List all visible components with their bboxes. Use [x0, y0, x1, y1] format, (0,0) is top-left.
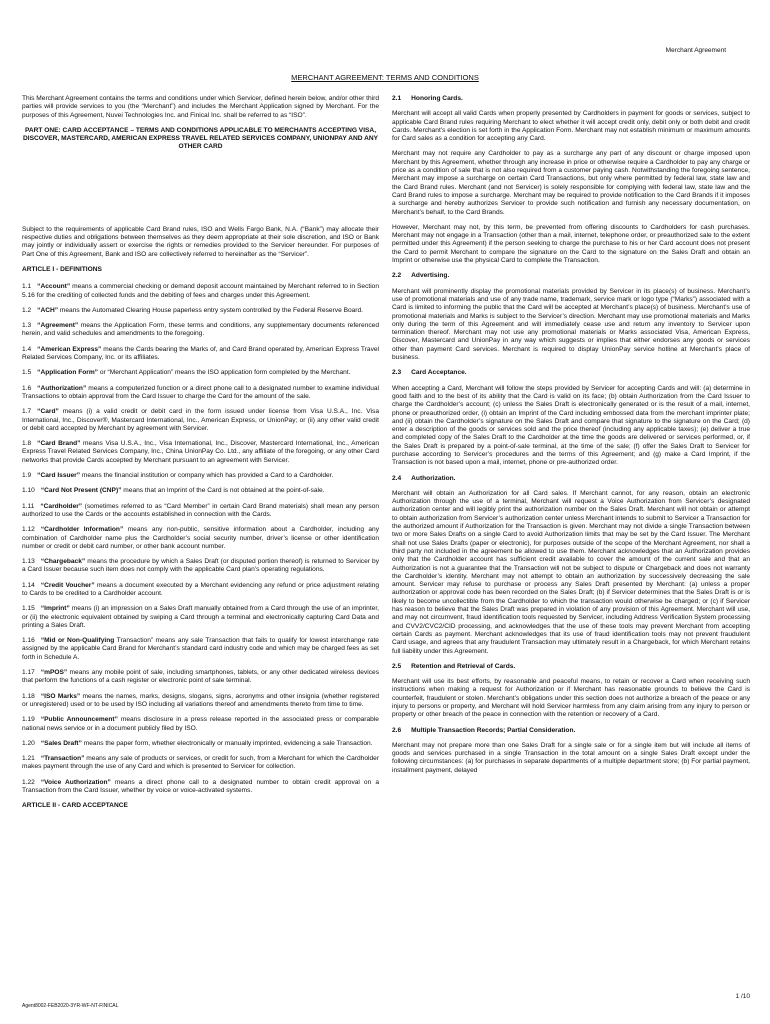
definition-number: 1.5	[22, 369, 32, 377]
definition-term: “Public Announcement”	[40, 716, 118, 724]
definition-item	[22, 526, 379, 551]
definition-item	[22, 307, 379, 315]
definition-item	[22, 369, 379, 377]
definition-text: means any sale of products or services, or credit for such, from a Merchant for which the Cardholder makes payment through the use of any Card and which is presented to Servicer for collection.	[22, 755, 379, 771]
definition-item	[22, 669, 379, 686]
definition-text: means a direct phone call to a designated number to obtain credit approval on a Transaction from the Card Issuer, whether by voice or voice-activated systems.	[22, 778, 379, 795]
definition-text: means the Automated Clearing House paperless entry system controlled by the Federal Reserve Board.	[58, 306, 363, 314]
definition-term: “Agreement”	[37, 322, 79, 330]
definitions-list	[22, 283, 379, 795]
definition-text: means disclosure in a press release reported in the associated press or comparable national news service or in a document publicly filed by ISO.	[22, 716, 379, 732]
page-number: 1 /10	[735, 993, 750, 1000]
section-paragraph: Merchant may not prepare more than one Sales Draft for a single sale or for a single item but will include all items of goods and services purchased in a single Transaction in the total amount on a single Sales Draft except under the following circumstances: (a) for purchases in separate departments of a multiple department store; (b) For partial payment, installment payment, delayed	[392, 741, 750, 774]
definition-number: 1.14	[22, 581, 35, 589]
definition-number: 1.4	[22, 345, 32, 353]
definition-number: 1.2	[22, 306, 32, 314]
definition-term: “Card”	[37, 408, 59, 416]
definition-text: means the procedure by which a Sales Draft (or disputed portion thereof) is returned to Servicer by a Card Issuer because such item does not comply with the applicable Card plan’s operating regulations.	[22, 558, 379, 574]
section-heading	[392, 727, 750, 735]
section-title: Card Acceptance.	[411, 369, 467, 377]
section-paragraph: Merchant will obtain an Authorization for all Card sales. If Merchant cannot, for any reason, obtain an electronic Authorization through the use of a terminal, Merchant will request a Voice Authorization from Servicer’s designated authorization center and will legibly print the authorization number on the Sales Draft. Merchant will not obtain or attempt to obtain authorization from Servicer’s authorization center unless Merchant intends to submit to Servicer a Transaction for the authorized amount if Authorization for the Transaction is given. Merchant may not divide a single Transaction between two or more Sales Drafts on a single Card to avoid Authorization limits that may be set by the Card Issuer. The Merchant shall not use Sales Drafts (paper or electronic), for purposes outside of the scope of the Merchant Agreement, nor shall a third party not included in the agreement be allowed to use them. Merchant acknowledges that an Authorization provides only that the Cardholder account has sufficient credit available to cover the amount of the current sale and that an Authorization is not a guarantee that the Transaction will not be subject to dispute or Chargeback and does not warranty the Cardholder’s identity. Merchant may not attempt to obtain an authorization by successively decreasing the sale amount. Servicer may refuse to purchase or process any Sales Draft presented by Merchant: (a) unless a proper authorization or approval code has been recorded on the Sales Draft; (b) if Servicer determines that the Sales Draft is or is likely to become uncollectible from the Cardholder to which the transaction would otherwise be charged; or (c) if Servicer has reason to believe that the Sales Draft was prepared in violation of any provision of this Agreement. Merchant will use, and may not circumvent, fraud identification tools requested by Servicer, including Address Verification System processing and CVV2/CVC2/CID processing, and acknowledges that the use of these tools may prevent Merchant from accepting certain Cards as payment. Merchant acknowledges that its use of fraud identification tools may not prevent fraudulent Card usage, and agrees that any fraudulent Transaction may ultimately result in a Chargeback, for which Merchant retains full liability under this Agreement.	[392, 489, 750, 655]
section-title: Authorization.	[411, 474, 456, 482]
definition-term: “ACH”	[37, 306, 59, 314]
article-1-heading: ARTICLE I - DEFINITIONS	[22, 265, 102, 273]
definition-text: means that an Imprint of the Card is not obtained at the point-of-sale.	[121, 487, 325, 495]
definition-item	[22, 779, 379, 796]
definition-term: “Mid or Non-Qualifying	[40, 637, 115, 645]
definition-number: 1.21	[22, 755, 35, 763]
definition-term: “Voice Authorization”	[40, 778, 111, 786]
definition-number: 1.1	[22, 283, 32, 291]
definition-item	[22, 408, 379, 433]
section-number: 2.3	[392, 369, 402, 377]
definition-text: (sometimes referred to as “Card Member” in certain Card Brand materials) shall mean any person authorized to use the Cards or the accounts established in connection with the Cards.	[22, 502, 379, 518]
definition-number: 1.11	[22, 502, 35, 510]
definition-term: “Chargeback”	[40, 558, 86, 566]
definition-item	[22, 740, 379, 748]
definition-item	[22, 346, 379, 363]
definition-text: means the names, marks, designs, slogans, signs, acronyms and other insignia (whether registered or unregistered) used or to be used by ISO including all variations thereof and amendments thereto from time to time.	[22, 692, 379, 708]
definition-text: means the Application Form, these terms and conditions, any supplementary documents referenced herein, and valid schedules and amendments to the foregoing.	[22, 322, 379, 338]
footer-code: Agent8002-FEB2020-3YR-WF-NT-FINICAL	[22, 1003, 119, 1009]
definition-term: “Transaction”	[40, 755, 85, 763]
definition-term: “Card Brand”	[37, 440, 81, 448]
section-title: Advertising.	[411, 272, 450, 280]
section-number: 2.5	[392, 662, 402, 670]
definition-item	[22, 322, 379, 339]
definition-term: “Account”	[37, 283, 71, 291]
definition-term: “Card Issuer”	[37, 472, 81, 480]
definition-item	[22, 605, 379, 630]
definition-number: 1.19	[22, 716, 35, 724]
section-paragraph: Merchant will use its best efforts, by reasonable and peaceful means, to retain or recover a Card when receiving such instructions when making a request for Authorization or if Merchant has reasonable grounds to believe the Card is counterfeit, fraudulent or stolen. Merchant’s obligations under this section does not authorize a breach of the peace or any injury to persons or property, and Merchant will hold Servicer harmless from any claim arising from any injury to person or property or other breach of the peace in connection with the retention or recovery of a Card.	[392, 678, 750, 719]
definition-item	[22, 558, 379, 575]
section-paragraph: Merchant will prominently display the promotional materials provided by Servicer in its place(s) of business. Merchant’s use of promotional materials and use of any trade name, trademark, service mark or logo type (“Marks”) associated with a Card is limited to informing the public that the Card will be accepted at Merchant’s place(s) of business. Merchant’s use of promotional materials and Marks is subject to the Servicer’s direction. Merchant may use promotional materials and Marks only during the term of this Agreement and will immediately cease use and return any inventory to Servicer upon termination thereof. Merchant may not use any promotional materials or Marks associated Visa, American Express, Discover, Mastercard and UnionPay in any way which suggests or implies that either endorses any goods or services other than payment Card services. Merchant is required to display UnionPay service hotline at Merchant’s place of business.	[392, 287, 750, 362]
section-heading	[392, 663, 750, 671]
definition-number: 1.20	[22, 739, 35, 747]
definition-item	[22, 283, 379, 300]
section-title: Multiple Transaction Records; Partial Consideration.	[411, 726, 576, 734]
definition-number: 1.9	[22, 472, 32, 480]
definition-item	[22, 487, 379, 495]
definition-item	[22, 472, 379, 480]
definition-item	[22, 755, 379, 772]
definition-text: means a computerized function or a direct phone call to a designated number to examine individual Transactions to obtain approval from the Card Issuer to charge the Card for the amount of the sale.	[22, 384, 379, 400]
definition-number: 1.8	[22, 440, 32, 448]
definition-number: 1.10	[22, 487, 35, 495]
definition-term: “Card Not Present (CNP)”	[40, 487, 122, 495]
definition-item	[22, 716, 379, 733]
definition-term: “Imprint”	[40, 605, 70, 613]
definition-number: 1.7	[22, 408, 32, 416]
sections-list	[392, 95, 750, 775]
definition-term: “Cardholder”	[40, 502, 83, 510]
right-column	[392, 95, 750, 782]
definition-text: means the paper form, whether electronically or manually imprinted, evidencing a sale Transaction.	[81, 739, 373, 747]
definition-item	[22, 503, 379, 520]
section-paragraph: However, Merchant may not, by this term, be prevented from offering discounts to Cardholders for cash purchases. Merchant may not engage in a Transaction (other than a mail, internet, telephone order, or preauthorized sale to the extent permitted under this Agreement) if the person seeking to charge the purchase to his or her Card account does not present the Card to permit Merchant to compare the signature on the Card to the signature on the Sales Draft and obtain an Imprint or otherwise use the physical Card to complete the Transaction.	[392, 223, 750, 265]
section-number: 2.2	[392, 272, 402, 280]
part-one-heading: PART ONE: CARD ACCEPTANCE – TERMS AND CONDITIONS APPLICABLE TO MERCHANTS ACCEPTING VISA, DISCOVER, MASTERCARD, AMERICAN EXPRESS TRAVEL RELATED SERVICES COMPANY, UNIONPAY AND ANY OTHER CARD	[22, 126, 378, 151]
section-title: Honoring Cards.	[411, 95, 463, 102]
section-heading	[392, 95, 750, 103]
definition-number: 1.16	[22, 637, 35, 645]
definition-term: “Sales Draft”	[40, 739, 82, 747]
definition-text: means a document executed by a Merchant evidencing any refund or price adjustment relating to Cards to be credited to a Cardholder account.	[22, 581, 379, 597]
definition-number: 1.6	[22, 384, 32, 392]
section-heading	[392, 369, 750, 377]
definition-text: or “Merchant Application” means the ISO application form completed by the Merchant.	[97, 369, 351, 377]
definition-text: Transaction” means any sale Transaction that fails to qualify for lowest interchange rate assigned by the applicable Card Brand for Merchant’s standard card industry code and which may be charged fees as set forth in Schedule A.	[22, 637, 379, 661]
definition-term: “ISO Marks”	[40, 692, 81, 700]
definition-term: “Authorization”	[37, 384, 87, 392]
definition-number: 1.17	[22, 669, 35, 677]
definition-text: means the Cards bearing the Marks of, and Card Brand operated by, American Express Travel Related Services Company, Inc. or its affiliates.	[22, 345, 380, 362]
section-number: 2.1	[392, 95, 402, 102]
definition-item	[22, 582, 379, 599]
section-paragraph: When accepting a Card, Merchant will follow the steps provided by Servicer for accepting Cards and will: (a) determine in good faith and to the best of its ability that the Card is valid on its face; (b) obtain Authorization from the Card Issuer to charge the Cardholder’s account; (c) unless the Sales Draft is electronically generated or is the result of a mail, internet, phone or preauthorized order, (i) obtain an Imprint of the Card including embossed data from the merchant imprinter plate; and (ii) obtain the Cardholder’s signature on the Sales Draft and compare that signature to the signature on the Card; (d) enter a description of the goods or services sold and the price thereof (including any applicable taxes); (e) deliver a true and completed copy of the Sales Draft to the Cardholder at the time the goods are delivered or services performed, or, if the Sales Draft is prepared by a point-of-sale terminal, at the time of the sale; (f) offer the Sales Draft to Servicer for purchase according to Servicer’s procedures and the terms of this Agreement; and (g) make a Card Imprint, if the Transaction is not based upon a mail, internet, phone or pre-authorized order.	[392, 384, 750, 467]
definition-number: 1.13	[22, 558, 35, 566]
definition-term: “Cardholder Information”	[40, 526, 124, 534]
definition-text: means (i) a valid credit or debit card in the form issued under license from Visa U.S.A., Inc. Visa International, Inc., Discover®, Mastercard International, Inc., American Express, or UnionPay; or (ii) any other valid credit or debit card accepted by Merchant by agreement with Servicer.	[22, 408, 379, 432]
definition-term: “Application Form”	[37, 369, 98, 377]
definition-term: “mPOS”	[40, 669, 68, 677]
definition-text: means a commercial checking or demand deposit account maintained by Merchant referred to in Section 5.16 for the crediting of collected funds and the debiting of fees and charges under this Agreement.	[22, 283, 379, 299]
section-title: Retention and Retrieval of Cards.	[411, 662, 516, 670]
definition-number: 1.3	[22, 322, 32, 330]
intro-paragraph: This Merchant Agreement contains the terms and conditions under which Servicer, defined herein below, and/or other third parties will provide services to you (the “Merchant”) and includes the Merchant Application signed by Merchant. For the purposes of this Agreement, Nuvei Technologies Inc. and Finical Inc. shall be referred to as “ISO”.	[22, 95, 379, 119]
section-number: 2.6	[392, 726, 402, 734]
left-column	[22, 95, 379, 820]
definition-number: 1.12	[22, 526, 35, 534]
definition-number: 1.22	[22, 778, 35, 786]
running-header: Merchant Agreement	[665, 47, 726, 54]
definition-term: “Credit Voucher”	[40, 581, 95, 589]
definition-text: means Visa U.S.A., Inc., Visa International, Inc., Discover, Mastercard International, Inc., American Express Travel Related Services Company, Inc., China UnionPay Co. Ltd., any affiliate of the foregoing, or any other Card networks that provide Cards accepted by Merchant pursuant to an agreement with Servicer.	[22, 440, 380, 464]
definition-number: 1.18	[22, 692, 35, 700]
document-title: MERCHANT AGREEMENT: TERMS AND CONDITIONS	[291, 73, 479, 82]
subject-paragraph: Subject to the requirements of applicable Card Brand rules, ISO and Wells Fargo Bank, N.A. (“Bank”) may allocate their respective duties and obligations between themselves as they deem appropriate at their sole discretion, and ISO or Bank may jointly or individually assert or exercise the rights or remedies provided to the Servicer hereunder. For purposes of Part One of this Agreement, Bank and ISO are collectively referred to hereinafter as the “Servicer”.	[22, 225, 379, 258]
definition-item	[22, 385, 379, 402]
section-heading	[392, 272, 750, 280]
definition-text: means any non-public, sensitive information about a Cardholder, including any combination of Cardholder name plus the Cardholder’s social security number, driver’s license or other identification number or credit or debit card number, or other bank account number.	[22, 526, 380, 550]
definition-text: means the financial institution or company which has provided a Card to a Cardholder.	[80, 472, 334, 480]
definition-item	[22, 440, 379, 465]
definition-number: 1.15	[22, 605, 35, 613]
section-paragraph: Merchant may not require any Cardholder to pay as a surcharge any part of any discount or charge imposed upon Merchant by this Agreement, whether through any increase in price or otherwise require a Cardholder to pay any charge or price as a condition of sale that is not also required from a customer paying cash. Notwithstanding the foregoing sentence, Merchant may impose a surcharge on certain Card Transactions, but only where permitted by federal law, state law and the Card Brand rules. Merchant (and not Servicer) is solely responsible for complying with federal law, state law and the Card Brand rules to impose a surcharge. Merchant may be required to provide notification to the Card Brands if it imposes a surcharge and hereby authorizes Servicer to provide such notification and furnish any necessary documentation, on Merchant’s behalf, to the Card Brands.	[392, 150, 750, 216]
definition-text: means any mobile point of sale, including smartphones, tablets, or any other dedicated wireless devices that perform the functions of a cash register or electronic point of sale terminal.	[22, 669, 379, 685]
article-2-heading: ARTICLE II - CARD ACCEPTANCE	[22, 802, 128, 810]
section-heading	[392, 475, 750, 483]
definition-term: “American Express”	[37, 345, 102, 353]
section-paragraph: Merchant will accept all valid Cards when properly presented by Cardholders in payment for goods or services, subject to applicable Card Brand rules requiring Merchant to elect whether it will accept credit only, debit only or both debit and credit Cards. Merchant’s election is set forth in the Application Form. Merchant may not establish minimum or maximum amounts for Card sales as a condition for accepting any Card.	[392, 110, 750, 143]
section-number: 2.4	[392, 474, 402, 482]
definition-item	[22, 693, 379, 710]
definition-text: means (i) an impression on a Sales Draft manually obtained from a Card through the use of an imprinter, or (ii) the electronic equivalent obtained by swiping a Card through a terminal and electronically capturing Card Data and printing a Sales Draft.	[22, 605, 379, 629]
definition-item	[22, 637, 379, 662]
